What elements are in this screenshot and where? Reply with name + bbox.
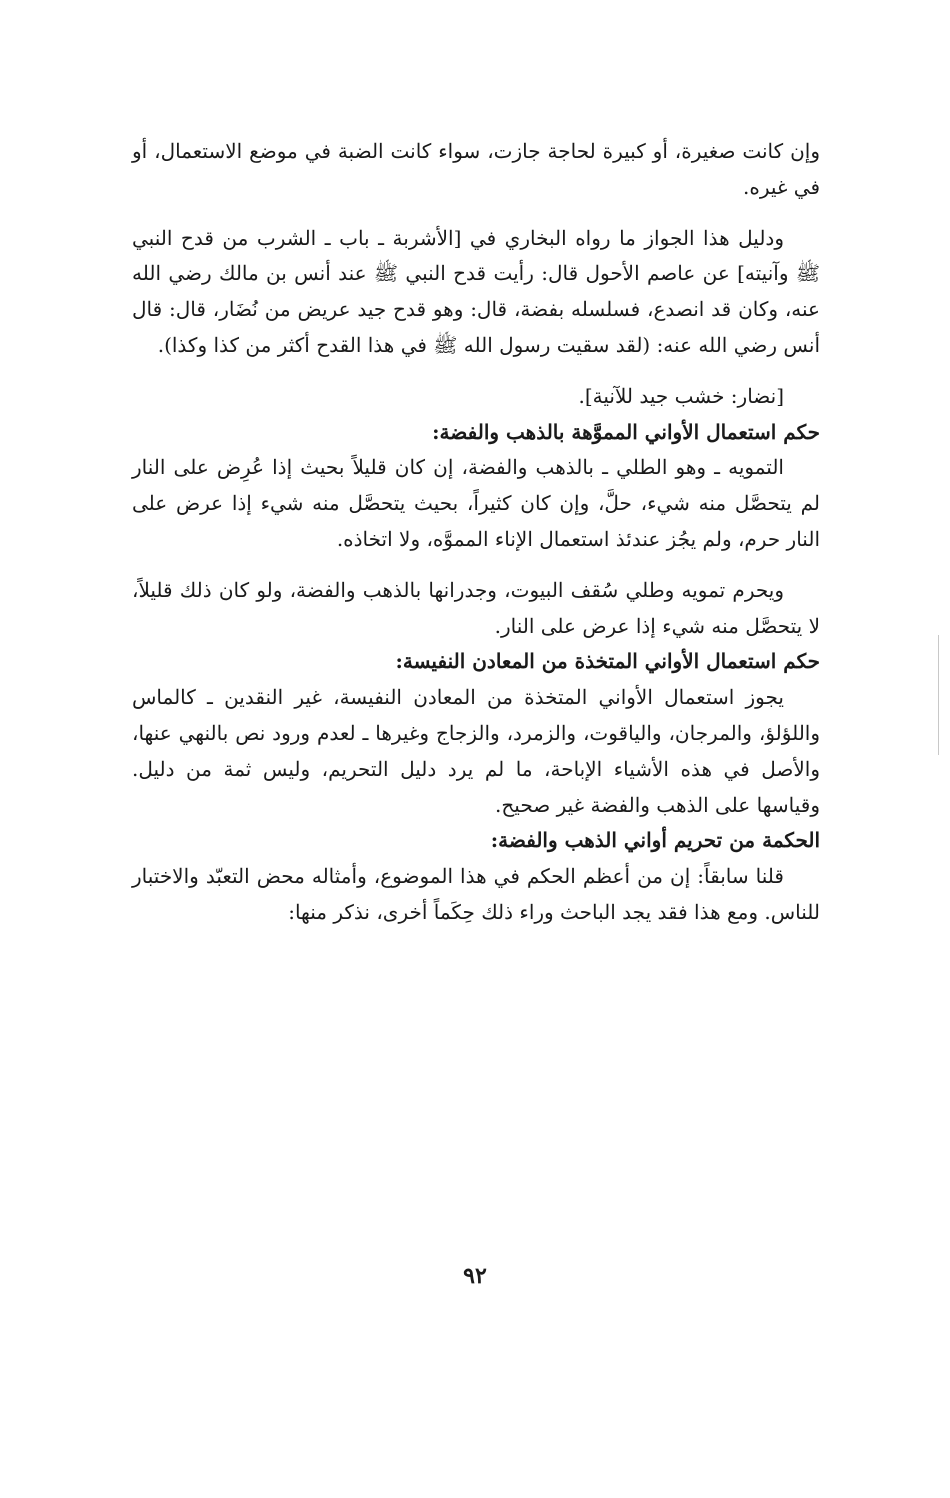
paragraph-plating-ruling: التمويه ـ وهو الطلي ـ بالذهب والفضة، إن كان قليلاً بحيث إذا عُرِض على النار لم يتحصَّل منه شيء، حلَّ، وإن كان كثيراً، بحيث يتحصَّل منه شيء إذا عرض على النار حرم، ولم يجُز عندئذ استعمال الإناء المموَّه، ولا اتخاذه. [132, 455, 820, 551]
paragraph-ceiling-plating: ويحرم تمويه وطلي سُقف البيوت، وجدرانها بالذهب والفضة، ولو كان ذلك قليلاً، لا يتحصَّل منه شيء إذا عرض على النار. [132, 577, 820, 638]
page-body [132, 134, 820, 931]
paragraph-continuation: وإن كانت صغيرة، أو كبيرة لحاجة جازت، سواء كانت الضبة في موضع الاستعمال، أو في غيره. [132, 139, 820, 199]
paragraph-precious-ruling: يجوز استعمال الأواني المتخذة من المعادن النفيسة، غير النقدين ـ كالماس واللؤلؤ، والمرجان، والياقوت، والزمرد، والزجاج وغيرها ـ لعدم ورود نص بالنهي عنها، والأصل في هذه الأشياء الإباحة، ما لم يرد دليل التحريم، وليس ثمة من دليل. وقياسها على الذهب والفضة غير صحيح. [132, 685, 820, 817]
heading-precious-metals: حكم استعمال الأواني المتخذة من المعادن النفيسة: [395, 649, 820, 674]
paragraph-wisdom: قلنا سابقاً: إن من أعظم الحكم في هذا الموضوع، وأمثاله محض التعبّد والاختبار للناس. ومع هذا فقد يجد الباحث وراء ذلك حِكَماً أخرى، نذكر منها: [132, 864, 820, 924]
page-number: ٩٢ [463, 1263, 487, 1289]
heading-plated-vessels: حكم استعمال الأواني المموَّهة بالذهب والفضة: [432, 419, 820, 444]
heading-wisdom: الحكمة من تحريم أواني الذهب والفضة: [490, 828, 820, 853]
paragraph-evidence: ودليل هذا الجواز ما رواه البخاري في [الأشربة ـ باب ـ الشرب من قدح النبي ﷺ وآنيته] عن عاصم الأحول قال: رأيت قدح النبي ﷺ عند أنس بن مالك رضي الله عنه، وكان قد انصدع، فسلسله بفضة، قال: وهو قدح جيد عريض من نُضَار، قال: قال أنس رضي الله عنه: (لقد سقيت رسول الله ﷺ في هذا القدح أكثر من كذا وكذا). [132, 225, 820, 357]
footnote-nudar: [نضار: خشب جيد للآنية]. [578, 383, 784, 408]
scan-edge-line [938, 635, 939, 755]
